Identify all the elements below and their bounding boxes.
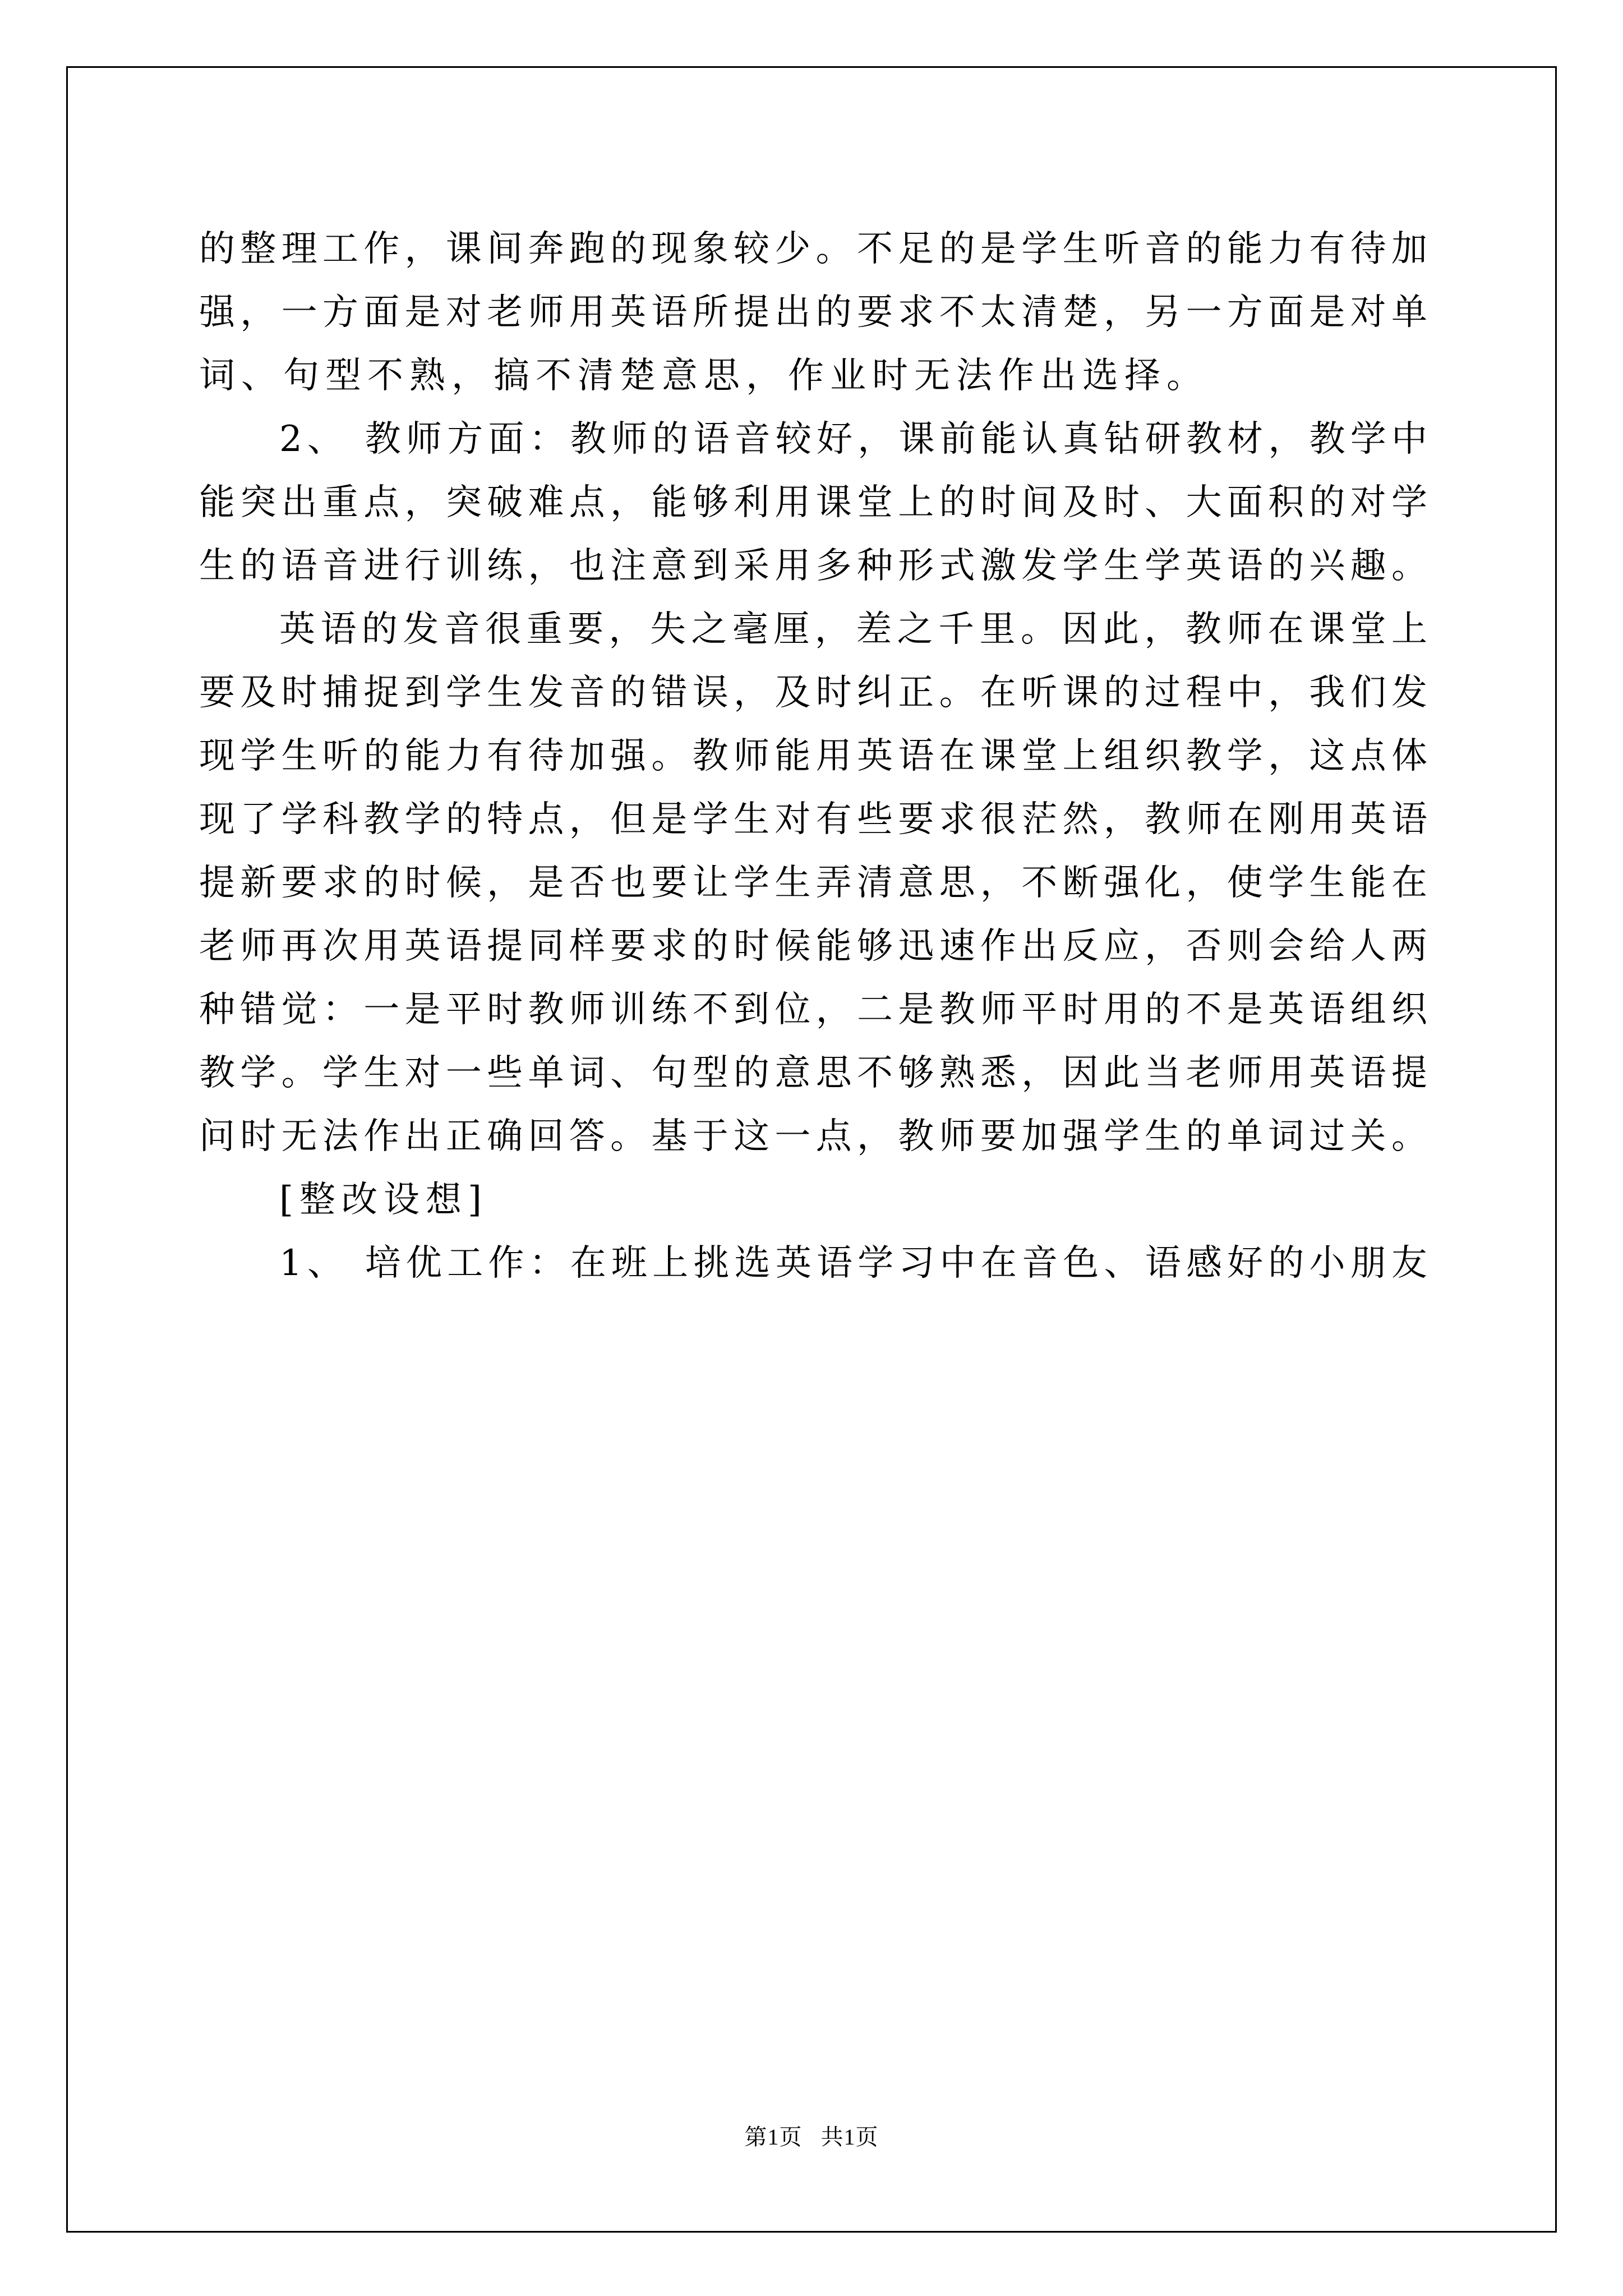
section-heading: [整改设想] xyxy=(279,1179,488,1221)
text-line: 生的语音进行训练，也注意到采用多种形式激发学生学英语的兴趣。 xyxy=(199,545,1427,587)
text-line: 能突出重点，突破难点，能够利用课堂上的时间及时、大面积的对学 xyxy=(199,482,1427,523)
text-line: 提新要求的时候，是否也要让学生弄清意思，不断强化，使学生能在 xyxy=(199,862,1427,904)
text-line: 要及时捕捉到学生发音的错误，及时纠正。在听课的过程中，我们发 xyxy=(199,672,1427,714)
text-line: 现了学科教学的特点，但是学生对有些要求很茫然，教师在刚用英语 xyxy=(199,799,1427,840)
text-line: 词、句型不熟，搞不清楚意思，作业时无法作出选择。 xyxy=(199,355,1209,397)
page-footer: 第1页 共1页 xyxy=(744,2124,879,2150)
text-line: 老师再次用英语提同样要求的时候能够迅速作出反应，否则会给人两 xyxy=(199,926,1427,967)
text-line: 问时无法作出正确回答。基于这一点，教师要加强学生的单词过关。 xyxy=(199,1116,1427,1157)
document-body xyxy=(199,218,1433,1295)
text-line: 的整理工作，课间奔跑的现象较少。不足的是学生听音的能力有待加 xyxy=(199,228,1427,270)
text-line: 种错觉：一是平时教师训练不到位，二是教师平时用的不是英语组织 xyxy=(199,989,1427,1030)
text-line: 1、 培优工作：在班上挑选英语学习中在音色、语感好的小朋友 xyxy=(279,1243,1427,1284)
text-line: 现学生听的能力有待加强。教师能用英语在课堂上组织教学，这点体 xyxy=(199,735,1427,777)
text-line: 英语的发音很重要，失之毫厘，差之千里。因此，教师在课堂上 xyxy=(279,609,1427,650)
text-line: 教学。学生对一些单词、句型的意思不够熟悉，因此当老师用英语提 xyxy=(199,1052,1427,1094)
text-line: 2、 教师方面：教师的语音较好，课前能认真钻研教材，教学中 xyxy=(279,418,1427,460)
text-line: 强，一方面是对老师用英语所提出的要求不太清楚，另一方面是对单 xyxy=(199,292,1427,333)
